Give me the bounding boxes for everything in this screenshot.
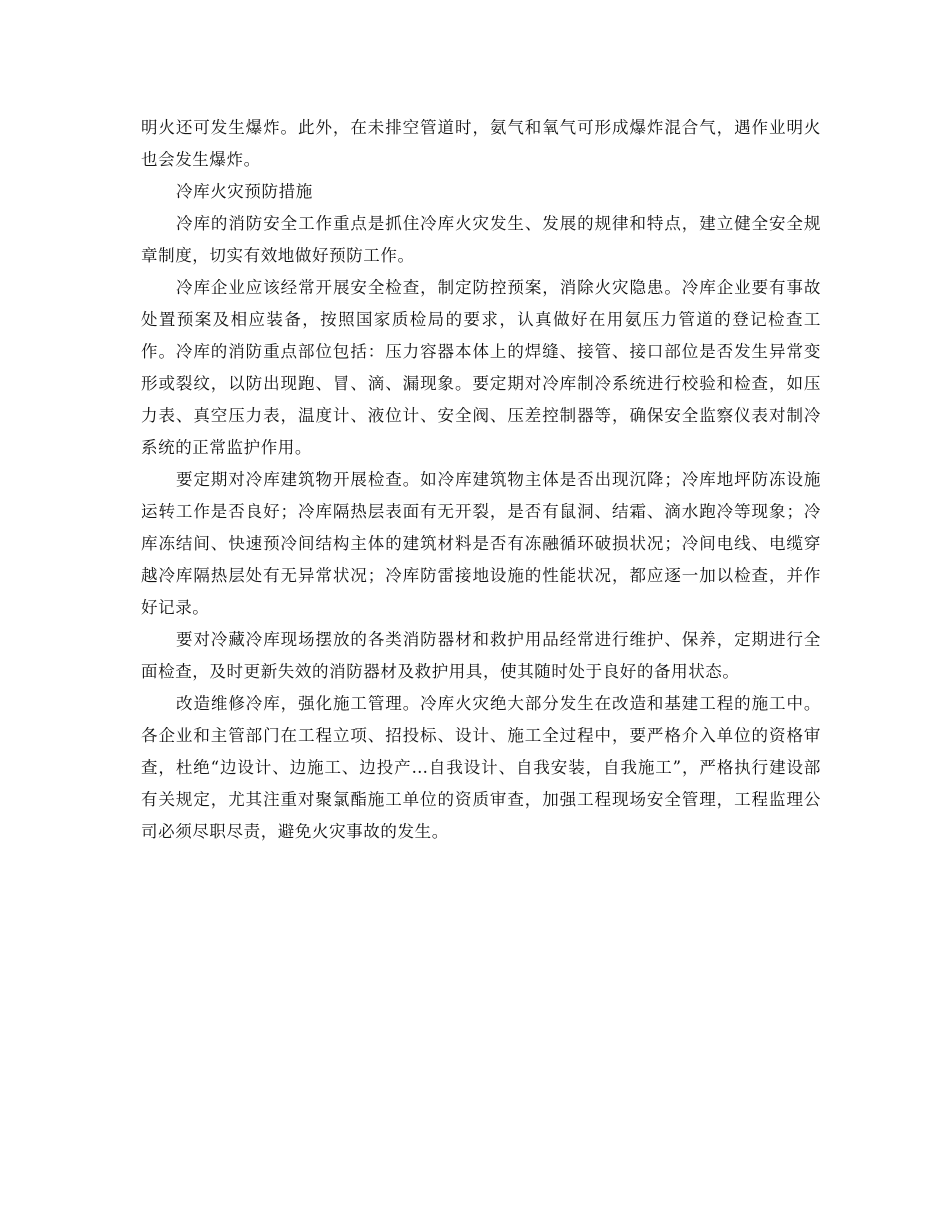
- paragraph-safety-inspection: 冷库企业应该经常开展安全检查，制定防控预案，消除火灾隐患。冷库企业要有事故处置预案及相应装备，按照国家质检局的要求，认真做好在用氨压力管道的登记检查工作。冷库的消防重点部位包括：压力容器本体上的焊缝、接管、接口部位是否发生异常变形或裂纹，以防出现跑、冒、滴、漏现象。要定期对冷库制冷系统进行校验和检查，如压力表、真空压力表，温度计、液位计、安全阀、压差控制器等，确保安全监察仪表对制冷系统的正常监护作用。: [141, 278, 821, 457]
- paragraph-fire-equipment: 要对冷藏冷库现场摆放的各类消防器材和救护用品经常进行维护、保养，定期进行全面检查，及时更新失效的消防器材及救护用具，使其随时处于良好的备用状态。: [141, 630, 821, 681]
- paragraph-continuation: 明火还可发生爆炸。此外，在未排空管道时，氨气和氧气可形成爆炸混合气，遇作业明火也会发生爆炸。: [141, 118, 821, 169]
- section-heading: 冷库火灾预防措施: [176, 182, 313, 201]
- paragraph-construction-management: 改造维修冷库，强化施工管理。冷库火灾绝大部分发生在改造和基建工程的施工中。各企业和主管部门在工程立项、招投标、设计、施工全过程中，要严格介入单位的资格审查，杜绝“边设计、边施工、边投产…自我设计、自我安装，自我施工”，严格执行建设部有关规定，尤其注重对聚氯酯施工单位的资质审查，加强工程现场安全管理，工程监理公司必须尽职尽责，避免火灾事故的发生。: [141, 694, 821, 841]
- paragraph-overview: 冷库的消防安全工作重点是抓住冷库火灾发生、发展的规律和特点，建立健全安全规章制度，切实有效地做好预防工作。: [141, 214, 821, 265]
- document-page: [141, 112, 821, 848]
- paragraph-building-inspection: 要定期对冷库建筑物开展检查。如冷库建筑物主体是否出现沉降；冷库地坪防冻设施运转工作是否良好；冷库隔热层表面有无开裂，是否有鼠洞、结霜、滴水跑冷等现象；冷库冻结间、快速预冷间结构主体的建筑材料是否有冻融循环破损状况；冷间电线、电缆穿越冷库隔热层处有无异常状况；冷库防雷接地设施的性能状况，都应逐一加以检查，并作好记录。: [141, 470, 821, 617]
